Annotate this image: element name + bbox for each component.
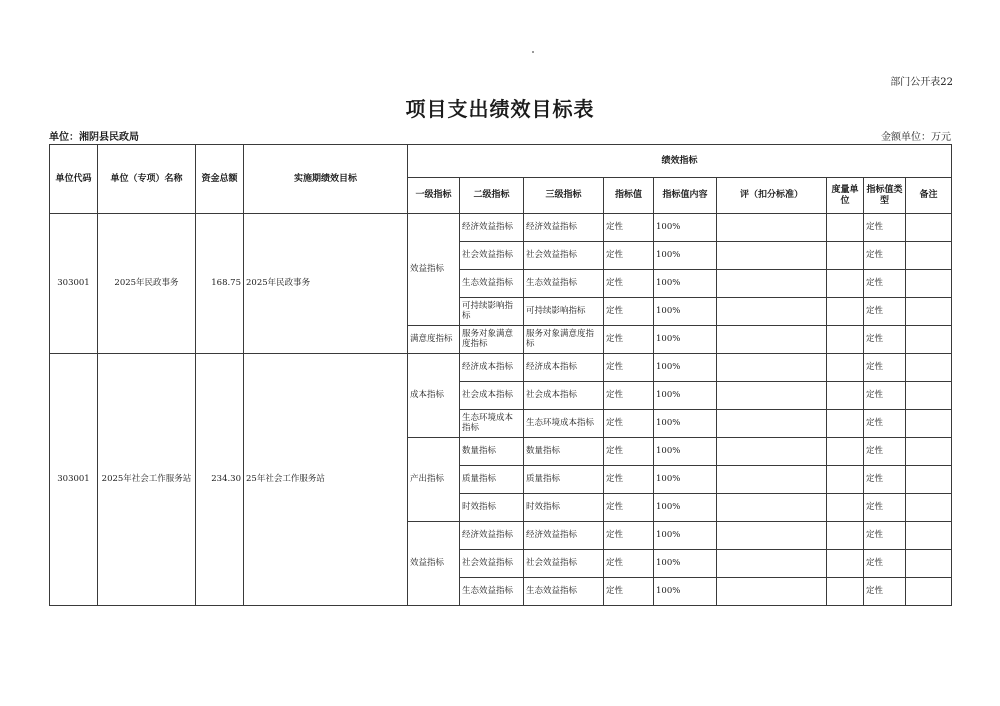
content-cell: 100% bbox=[654, 522, 717, 550]
level3-cell: 生态效益指标 bbox=[524, 270, 604, 298]
header-unit-code: 单位代码 bbox=[50, 145, 98, 214]
value-type-cell: 定性 bbox=[864, 438, 906, 466]
value-type-cell: 定性 bbox=[864, 578, 906, 606]
level3-cell: 生态效益指标 bbox=[524, 578, 604, 606]
level2-cell: 生态环境成本指标 bbox=[460, 410, 524, 438]
level1-cell: 成本指标 bbox=[408, 354, 460, 438]
value-type-cell: 定性 bbox=[864, 466, 906, 494]
score-cell bbox=[717, 270, 827, 298]
score-cell bbox=[717, 410, 827, 438]
score-cell bbox=[717, 354, 827, 382]
value-cell: 定性 bbox=[604, 550, 654, 578]
remarks-cell bbox=[906, 578, 952, 606]
value-type-cell: 定性 bbox=[864, 354, 906, 382]
value-cell: 定性 bbox=[604, 494, 654, 522]
score-cell bbox=[717, 578, 827, 606]
level2-cell: 社会效益指标 bbox=[460, 242, 524, 270]
value-type-cell: 定性 bbox=[864, 382, 906, 410]
score-cell bbox=[717, 242, 827, 270]
amount-unit-label: 金额单位：万元 bbox=[881, 132, 951, 143]
score-cell bbox=[717, 522, 827, 550]
level2-cell: 社会成本指标 bbox=[460, 382, 524, 410]
level2-cell: 生态效益指标 bbox=[460, 578, 524, 606]
header-period-goal: 实施期绩效目标 bbox=[244, 145, 408, 214]
total-funds-cell: 234.30 bbox=[196, 354, 244, 606]
remarks-cell bbox=[906, 326, 952, 354]
remarks-cell bbox=[906, 466, 952, 494]
project-name-cell: 2025年民政事务 bbox=[98, 214, 196, 354]
period-goal-cell: 25年社会工作服务站 bbox=[244, 354, 408, 606]
remarks-cell bbox=[906, 550, 952, 578]
value-cell: 定性 bbox=[604, 242, 654, 270]
value-type-cell: 定性 bbox=[864, 214, 906, 242]
value-cell: 定性 bbox=[604, 438, 654, 466]
value-cell: 定性 bbox=[604, 326, 654, 354]
header-perf-group: 绩效指标 bbox=[408, 145, 952, 178]
level2-cell: 服务对象满意度指标 bbox=[460, 326, 524, 354]
value-cell: 定性 bbox=[604, 522, 654, 550]
header-level3: 三级指标 bbox=[524, 178, 604, 214]
level2-cell: 经济成本指标 bbox=[460, 354, 524, 382]
value-cell: 定性 bbox=[604, 354, 654, 382]
content-cell: 100% bbox=[654, 298, 717, 326]
remarks-cell bbox=[906, 214, 952, 242]
score-cell bbox=[717, 214, 827, 242]
content-cell: 100% bbox=[654, 578, 717, 606]
level2-cell: 可持续影响指标 bbox=[460, 298, 524, 326]
table-row bbox=[50, 214, 952, 242]
level2-cell: 生态效益指标 bbox=[460, 270, 524, 298]
header-value: 指标值 bbox=[604, 178, 654, 214]
value-type-cell: 定性 bbox=[864, 522, 906, 550]
value-type-cell: 定性 bbox=[864, 494, 906, 522]
header-measure-unit: 度量单位 bbox=[827, 178, 864, 214]
measure-unit-cell bbox=[827, 270, 864, 298]
remarks-cell bbox=[906, 410, 952, 438]
content-cell: 100% bbox=[654, 242, 717, 270]
value-cell: 定性 bbox=[604, 382, 654, 410]
score-cell bbox=[717, 298, 827, 326]
measure-unit-cell bbox=[827, 438, 864, 466]
value-type-cell: 定性 bbox=[864, 298, 906, 326]
level3-cell: 生态环境成本指标 bbox=[524, 410, 604, 438]
measure-unit-cell bbox=[827, 326, 864, 354]
value-cell: 定性 bbox=[604, 270, 654, 298]
content-cell: 100% bbox=[654, 270, 717, 298]
header-value-type: 指标值类型 bbox=[864, 178, 906, 214]
measure-unit-cell bbox=[827, 354, 864, 382]
table-row bbox=[50, 354, 952, 382]
level2-cell: 时效指标 bbox=[460, 494, 524, 522]
remarks-cell bbox=[906, 354, 952, 382]
scan-speck bbox=[532, 51, 534, 53]
level1-cell: 效益指标 bbox=[408, 522, 460, 606]
value-type-cell: 定性 bbox=[864, 326, 906, 354]
content-cell: 100% bbox=[654, 214, 717, 242]
score-cell bbox=[717, 438, 827, 466]
content-cell: 100% bbox=[654, 438, 717, 466]
level3-cell: 社会效益指标 bbox=[524, 242, 604, 270]
value-type-cell: 定性 bbox=[864, 410, 906, 438]
measure-unit-cell bbox=[827, 382, 864, 410]
content-cell: 100% bbox=[654, 466, 717, 494]
level3-cell: 可持续影响指标 bbox=[524, 298, 604, 326]
measure-unit-cell bbox=[827, 494, 864, 522]
content-cell: 100% bbox=[654, 410, 717, 438]
score-cell bbox=[717, 494, 827, 522]
form-number: 部门公开表22 bbox=[890, 77, 953, 88]
content-cell: 100% bbox=[654, 354, 717, 382]
header-level2: 二级指标 bbox=[460, 178, 524, 214]
level2-cell: 经济效益指标 bbox=[460, 522, 524, 550]
unit-label: 单位：湘阴县民政局 bbox=[49, 132, 139, 143]
header-level1: 一级指标 bbox=[408, 178, 460, 214]
score-cell bbox=[717, 466, 827, 494]
level3-cell: 数量指标 bbox=[524, 438, 604, 466]
level3-cell: 质量指标 bbox=[524, 466, 604, 494]
score-cell bbox=[717, 382, 827, 410]
remarks-cell bbox=[906, 270, 952, 298]
remarks-cell bbox=[906, 494, 952, 522]
level2-cell: 数量指标 bbox=[460, 438, 524, 466]
header-total-funds: 资金总额 bbox=[196, 145, 244, 214]
project-name-cell: 2025年社会工作服务站 bbox=[98, 354, 196, 606]
remarks-cell bbox=[906, 522, 952, 550]
unit-code-cell: 303001 bbox=[50, 354, 98, 606]
score-cell bbox=[717, 326, 827, 354]
measure-unit-cell bbox=[827, 242, 864, 270]
period-goal-cell: 2025年民政事务 bbox=[244, 214, 408, 354]
remarks-cell bbox=[906, 438, 952, 466]
level2-cell: 经济效益指标 bbox=[460, 214, 524, 242]
level3-cell: 经济效益指标 bbox=[524, 522, 604, 550]
content-cell: 100% bbox=[654, 326, 717, 354]
level3-cell: 经济效益指标 bbox=[524, 214, 604, 242]
performance-table bbox=[49, 144, 952, 606]
value-cell: 定性 bbox=[604, 214, 654, 242]
level1-cell: 效益指标 bbox=[408, 214, 460, 326]
header-content: 指标值内容 bbox=[654, 178, 717, 214]
score-cell bbox=[717, 550, 827, 578]
remarks-cell bbox=[906, 242, 952, 270]
header-project-name: 单位（专项）名称 bbox=[98, 145, 196, 214]
value-type-cell: 定性 bbox=[864, 550, 906, 578]
header-score: 评（扣分标准） bbox=[717, 178, 827, 214]
header-remarks: 备注 bbox=[906, 178, 952, 214]
remarks-cell bbox=[906, 382, 952, 410]
page-title: 项目支出绩效目标表 bbox=[405, 97, 595, 121]
measure-unit-cell bbox=[827, 466, 864, 494]
level1-cell: 产出指标 bbox=[408, 438, 460, 522]
value-cell: 定性 bbox=[604, 578, 654, 606]
remarks-cell bbox=[906, 298, 952, 326]
level2-cell: 社会效益指标 bbox=[460, 550, 524, 578]
value-type-cell: 定性 bbox=[864, 270, 906, 298]
level3-cell: 社会效益指标 bbox=[524, 550, 604, 578]
level1-cell: 满意度指标 bbox=[408, 326, 460, 354]
level3-cell: 经济成本指标 bbox=[524, 354, 604, 382]
value-type-cell: 定性 bbox=[864, 242, 906, 270]
level3-cell: 服务对象满意度指标 bbox=[524, 326, 604, 354]
level2-cell: 质量指标 bbox=[460, 466, 524, 494]
value-cell: 定性 bbox=[604, 410, 654, 438]
measure-unit-cell bbox=[827, 214, 864, 242]
level3-cell: 时效指标 bbox=[524, 494, 604, 522]
value-cell: 定性 bbox=[604, 298, 654, 326]
measure-unit-cell bbox=[827, 298, 864, 326]
level3-cell: 社会成本指标 bbox=[524, 382, 604, 410]
value-cell: 定性 bbox=[604, 466, 654, 494]
measure-unit-cell bbox=[827, 522, 864, 550]
measure-unit-cell bbox=[827, 578, 864, 606]
unit-code-cell: 303001 bbox=[50, 214, 98, 354]
content-cell: 100% bbox=[654, 494, 717, 522]
content-cell: 100% bbox=[654, 382, 717, 410]
measure-unit-cell bbox=[827, 550, 864, 578]
total-funds-cell: 168.75 bbox=[196, 214, 244, 354]
content-cell: 100% bbox=[654, 550, 717, 578]
measure-unit-cell bbox=[827, 410, 864, 438]
